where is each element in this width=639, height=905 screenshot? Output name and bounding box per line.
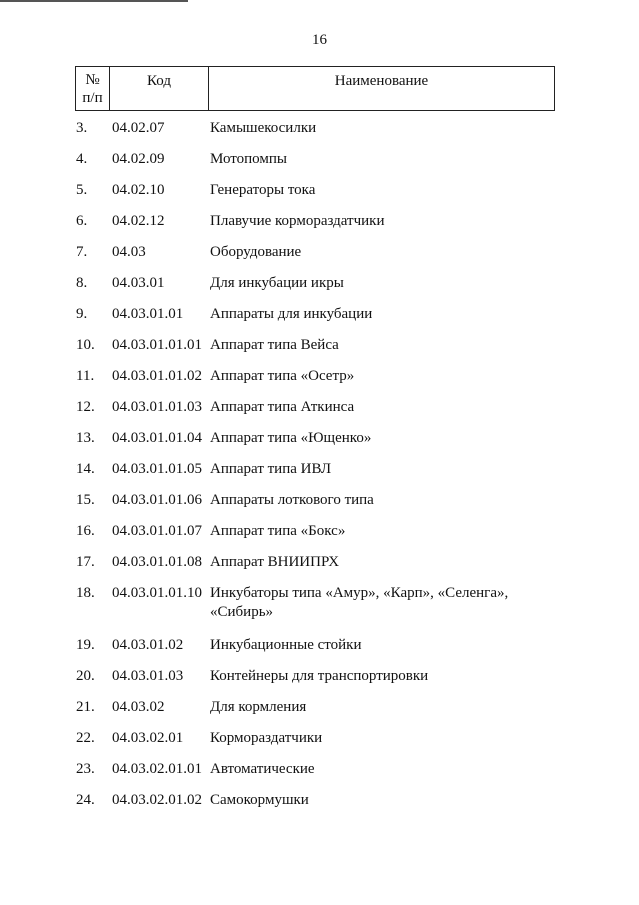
row-number: 11. [76,368,95,384]
row-code: 04.03.01.01.07 [112,523,202,539]
table-row [0,333,639,364]
table-row [0,581,639,633]
row-name: Аппарат типа «Бокс» [210,523,346,539]
row-number: 13. [76,430,95,446]
row-code: 04.03.01.01.10 [112,585,202,601]
row-name: Оборудование [210,244,302,260]
row-code: 04.03.02.01 [112,730,184,746]
table-row [0,116,639,147]
row-name: Камышекосилки [210,120,317,136]
row-code: 04.03.02 [112,699,165,715]
header-number-cell [76,67,110,110]
row-number: 22. [76,730,95,746]
row-name: Аппараты для инкубации [210,306,373,322]
row-number: 18. [76,585,95,601]
row-number: 4. [76,151,88,167]
row-code: 04.03.01.01.01 [112,337,202,353]
row-name: Для инкубации икры [210,275,344,291]
row-name: Плавучие кормораздатчики [210,213,385,229]
table-row [0,271,639,302]
table-row [0,302,639,333]
table-row [0,664,639,695]
row-number: 14. [76,461,95,477]
table-row [0,147,639,178]
row-number: 23. [76,761,95,777]
row-code: 04.03.01.01.04 [112,430,202,446]
table-row [0,395,639,426]
table-row [0,519,639,550]
row-number: 8. [76,275,88,291]
row-number: 20. [76,668,95,684]
row-name: Автоматические [210,761,315,777]
row-number: 7. [76,244,88,260]
row-name: Аппарат типа ИВЛ [210,461,332,477]
table-row [0,788,639,819]
row-code: 04.03.02.01.01 [112,761,202,777]
table-row [0,757,639,788]
row-code: 04.03.01.01.03 [112,399,202,415]
row-number: 21. [76,699,95,715]
row-number: 17. [76,554,95,570]
table-row [0,178,639,209]
row-number: 10. [76,337,95,353]
row-code: 04.02.07 [112,120,165,136]
row-code: 04.03.01.01 [112,306,184,322]
row-code: 04.03.01.01.02 [112,368,202,384]
table-row [0,240,639,271]
top-rule [0,0,188,2]
row-code: 04.03.01.03 [112,668,184,684]
header-number-sublabel: п/п [82,90,103,106]
header-name-cell: Наименование [334,73,429,89]
row-code: 04.03.01.01.05 [112,461,202,477]
row-name: Для кормления [210,699,307,715]
row-number: 12. [76,399,95,415]
header-code-cell: Код [110,67,209,110]
row-name: Аппараты лоткового типа [210,492,374,508]
row-code: 04.03 [112,244,146,260]
row-name: Аппарат типа «Осетр» [210,368,355,384]
row-code: 04.03.01.02 [112,637,184,653]
table-body [0,116,639,819]
row-name: Генераторы тока [210,182,316,198]
row-number: 16. [76,523,95,539]
row-name: Кормораздатчики [210,730,323,746]
table-row [0,488,639,519]
row-name: Аппарат ВНИИПРХ [210,554,340,570]
table-row [0,726,639,757]
table-row [0,457,639,488]
header-number-label: № [85,72,100,88]
row-name: Мотопомпы [210,151,287,167]
row-name: Аппарат типа Вейса [210,337,339,353]
table-header [75,66,555,111]
row-name: Инкубаторы типа «Амур», «Карп», «Селенга», «Сибирь» [210,585,509,620]
table-row [0,550,639,581]
row-name: Самокормушки [210,792,309,808]
row-number: 6. [76,213,88,229]
row-number: 15. [76,492,95,508]
row-code: 04.02.10 [112,182,165,198]
row-number: 5. [76,182,88,198]
row-number: 19. [76,637,95,653]
row-code: 04.03.02.01.02 [112,792,202,808]
row-code: 04.02.12 [112,213,165,229]
row-name: Аппарат типа «Ющенко» [210,430,372,446]
row-code: 04.02.09 [112,151,165,167]
row-number: 9. [76,306,88,322]
row-number: 24. [76,792,95,808]
row-number: 3. [76,120,88,136]
row-name: Инкубационные стойки [210,637,362,653]
row-code: 04.03.01.01.08 [112,554,202,570]
table-row [0,695,639,726]
table-row [0,426,639,457]
table-row [0,209,639,240]
row-code: 04.03.01 [112,275,165,291]
row-name: Аппарат типа Аткинса [210,399,355,415]
table-row [0,364,639,395]
row-code: 04.03.01.01.06 [112,492,202,508]
page-number: 16 [312,32,327,48]
row-name: Контейнеры для транспортировки [210,668,429,684]
table-row [0,633,639,664]
